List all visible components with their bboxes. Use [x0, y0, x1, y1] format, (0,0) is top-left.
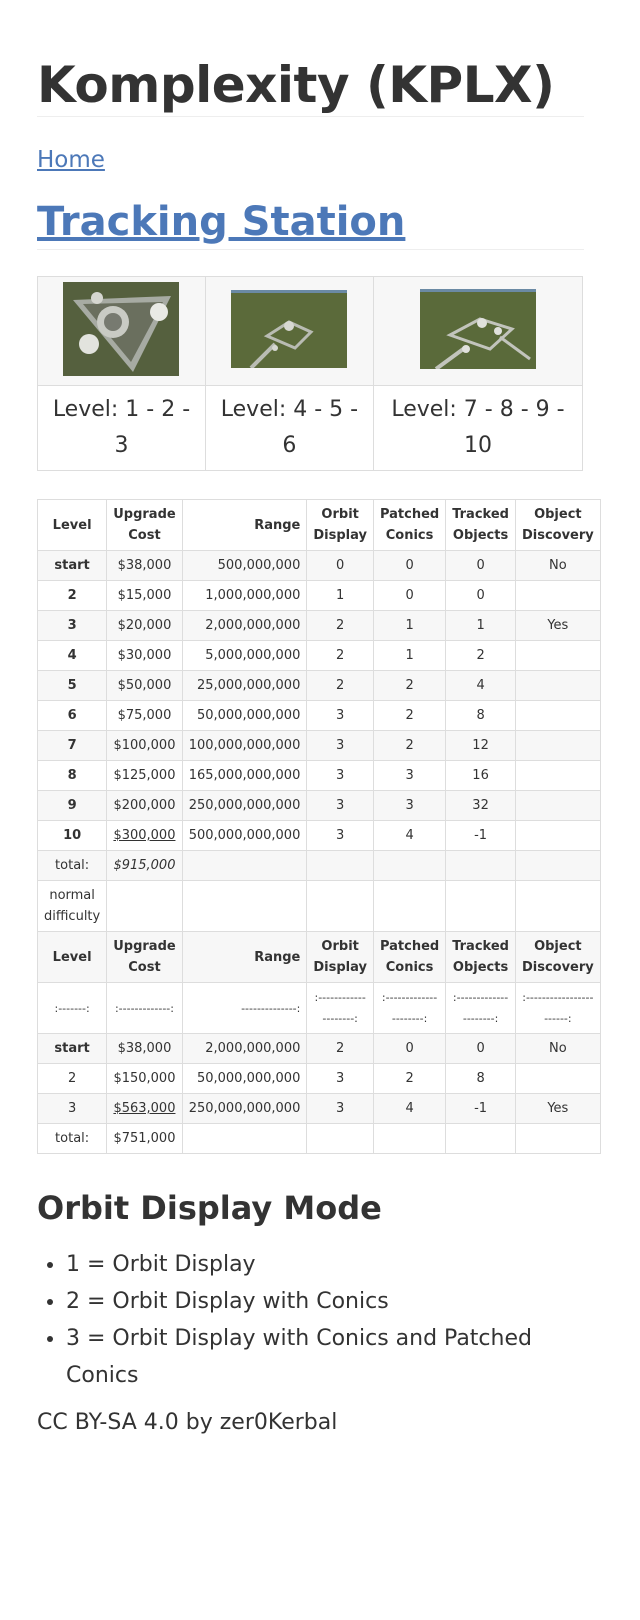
cell-orbit: 3 [307, 701, 374, 731]
column-header: Orbit Display [307, 500, 374, 551]
table-body [38, 551, 601, 1154]
cell-level: 7 [38, 731, 107, 761]
total-value: $915,000 [107, 851, 182, 881]
cell-cost: $150,000 [107, 1064, 182, 1094]
cell-cost: $38,000 [107, 551, 182, 581]
empty-cell [182, 851, 307, 881]
cell-cost: $200,000 [107, 791, 182, 821]
cell-discovery [515, 641, 600, 671]
cell-orbit: 2 [307, 611, 374, 641]
table-header-row [38, 500, 601, 551]
cell-discovery [515, 671, 600, 701]
cell-conics: 1 [373, 641, 445, 671]
table-row [38, 731, 601, 761]
section-title [37, 197, 584, 250]
cell-conics: 1 [373, 611, 445, 641]
column-header: Range [182, 932, 307, 983]
column-header: Tracked Objects [446, 932, 516, 983]
total-value: $751,000 [107, 1124, 182, 1154]
table-row [38, 641, 601, 671]
station-image-art [63, 282, 179, 376]
home-link[interactable]: Home [37, 147, 105, 173]
table-row [38, 791, 601, 821]
orbit-display-heading: Orbit Display Mode [37, 1189, 382, 1227]
empty-cell [373, 1124, 445, 1154]
cell-level: start [38, 551, 107, 581]
cell-orbit: 2 [307, 641, 374, 671]
cell-range: 100,000,000,000 [182, 731, 307, 761]
cell-orbit: 2 [307, 671, 374, 701]
empty-cell [515, 851, 600, 881]
cell-tracked: 16 [446, 761, 516, 791]
cell-tracked: 2 [446, 641, 516, 671]
cell-tracked: 8 [446, 1064, 516, 1094]
cell-range: 50,000,000,000 [182, 701, 307, 731]
gallery-cell [38, 277, 206, 386]
total-row [38, 851, 601, 881]
empty-cell [307, 851, 374, 881]
align-cell: :-------------: [107, 983, 182, 1034]
tracking-station-image-2[interactable] [231, 290, 347, 368]
cell-conics: 0 [373, 551, 445, 581]
table-row [38, 1064, 601, 1094]
table-header-row-2 [38, 932, 601, 983]
cell-level: 6 [38, 701, 107, 731]
cell-discovery [515, 821, 600, 851]
cell-cost: $15,000 [107, 581, 182, 611]
cell-discovery [515, 791, 600, 821]
cell-conics: 2 [373, 671, 445, 701]
align-cell: :-------: [38, 983, 107, 1034]
empty-cell [446, 881, 516, 932]
cell-discovery [515, 761, 600, 791]
total-label: total: [38, 1124, 107, 1154]
empty-cell [446, 851, 516, 881]
gallery-label: Level: 4 - 5 - 6 [205, 386, 373, 471]
cell-discovery: Yes [515, 611, 600, 641]
cell-level: 2 [38, 581, 107, 611]
empty-cell [307, 881, 374, 932]
gallery-label: Level: 1 - 2 - 3 [38, 386, 206, 471]
cell-level: 9 [38, 791, 107, 821]
cell-conics: 4 [373, 821, 445, 851]
table-row [38, 1034, 601, 1064]
column-header: Range [182, 500, 307, 551]
cell-cost: $75,000 [107, 701, 182, 731]
orbit-mode-list [37, 1246, 584, 1394]
align-cell: :--------------------: [307, 983, 374, 1034]
cell-range: 1,000,000,000 [182, 581, 307, 611]
cell-discovery: No [515, 1034, 600, 1064]
difficulty-label: normal difficulty [38, 881, 107, 932]
cell-discovery: Yes [515, 1094, 600, 1124]
gallery-cell [205, 277, 373, 386]
cell-range: 2,000,000,000 [182, 1034, 307, 1064]
cell-orbit: 3 [307, 761, 374, 791]
cell-tracked: 1 [446, 611, 516, 641]
cell-range: 50,000,000,000 [182, 1064, 307, 1094]
cell-discovery: No [515, 551, 600, 581]
cell-tracked: 0 [446, 551, 516, 581]
table-row [38, 611, 601, 641]
cell-tracked: 0 [446, 1034, 516, 1064]
cell-orbit: 3 [307, 821, 374, 851]
align-cell: :-----------------------: [515, 983, 600, 1034]
column-header: Patched Conics [373, 932, 445, 983]
level-gallery [37, 276, 583, 471]
cell-discovery [515, 1064, 600, 1094]
cell-tracked: 0 [446, 581, 516, 611]
table-row [38, 581, 601, 611]
column-header: Upgrade Cost [107, 932, 182, 983]
empty-cell [182, 881, 307, 932]
cell-level: 5 [38, 671, 107, 701]
cell-range: 165,000,000,000 [182, 761, 307, 791]
cell-range: 25,000,000,000 [182, 671, 307, 701]
cell-cost: $100,000 [107, 731, 182, 761]
table-row [38, 551, 601, 581]
cell-conics: 3 [373, 761, 445, 791]
cell-conics: 4 [373, 1094, 445, 1124]
list-item: • 1 = Orbit Display [66, 1246, 584, 1283]
column-header: Orbit Display [307, 932, 374, 983]
cell-cost: $20,000 [107, 611, 182, 641]
column-header: Tracked Objects [446, 500, 516, 551]
cell-conics: 2 [373, 701, 445, 731]
gallery-cell [373, 277, 582, 386]
cell-orbit: 3 [307, 791, 374, 821]
cell-orbit: 3 [307, 731, 374, 761]
align-cell: :---------------------: [446, 983, 516, 1034]
license-footer: CC BY-SA 4.0 by zer0Kerbal [37, 1410, 338, 1435]
column-header: Upgrade Cost [107, 500, 182, 551]
empty-cell [515, 1124, 600, 1154]
empty-cell [373, 881, 445, 932]
cell-cost: $50,000 [107, 671, 182, 701]
cell-discovery [515, 581, 600, 611]
tracking-station-link[interactable]: Tracking Station [37, 199, 406, 245]
tracking-station-image-3[interactable] [420, 289, 536, 369]
empty-cell [446, 1124, 516, 1154]
cell-conics: 0 [373, 581, 445, 611]
column-header: Object Discovery [515, 500, 600, 551]
cell-discovery [515, 701, 600, 731]
cell-conics: 0 [373, 1034, 445, 1064]
column-header: Level [38, 932, 107, 983]
empty-cell [307, 1124, 374, 1154]
cell-level: 3 [38, 611, 107, 641]
cell-tracked: 12 [446, 731, 516, 761]
page-title: Komplexity (KPLX) [37, 0, 584, 117]
cell-orbit: 0 [307, 551, 374, 581]
cell-range: 500,000,000,000 [182, 821, 307, 851]
cell-level: 8 [38, 761, 107, 791]
cell-cost: $563,000 [107, 1094, 182, 1124]
table-row [38, 821, 601, 851]
cell-level: 10 [38, 821, 107, 851]
tracking-station-image-1[interactable] [63, 282, 179, 376]
station-image-art [231, 290, 347, 368]
cell-conics: 2 [373, 1064, 445, 1094]
cell-level: 3 [38, 1094, 107, 1124]
cell-range: 5,000,000,000 [182, 641, 307, 671]
table-row [38, 701, 601, 731]
total-row [38, 1124, 601, 1154]
empty-cell [182, 1124, 307, 1154]
cell-orbit: 2 [307, 1034, 374, 1064]
cell-level: start [38, 1034, 107, 1064]
empty-cell [107, 881, 182, 932]
align-row [38, 983, 601, 1034]
cell-orbit: 1 [307, 581, 374, 611]
difficulty-row [38, 881, 601, 932]
station-image-art [420, 289, 536, 369]
cell-tracked: 4 [446, 671, 516, 701]
cell-range: 500,000,000 [182, 551, 307, 581]
gallery-label: Level: 7 - 8 - 9 - 10 [373, 386, 582, 471]
cell-cost: $300,000 [107, 821, 182, 851]
upgrade-table [37, 499, 601, 1154]
align-cell: :---------------------: [373, 983, 445, 1034]
column-header: Object Discovery [515, 932, 600, 983]
cell-tracked: -1 [446, 821, 516, 851]
cell-orbit: 3 [307, 1094, 374, 1124]
cell-tracked: 32 [446, 791, 516, 821]
empty-cell [515, 881, 600, 932]
empty-cell [373, 851, 445, 881]
cell-range: 250,000,000,000 [182, 1094, 307, 1124]
cell-cost: $30,000 [107, 641, 182, 671]
align-cell: --------------: [182, 983, 307, 1034]
cell-orbit: 3 [307, 1064, 374, 1094]
cell-conics: 3 [373, 791, 445, 821]
cell-discovery [515, 731, 600, 761]
cell-cost: $38,000 [107, 1034, 182, 1064]
list-item: • 2 = Orbit Display with Conics [66, 1283, 584, 1320]
cell-conics: 2 [373, 731, 445, 761]
cell-level: 4 [38, 641, 107, 671]
cell-range: 250,000,000,000 [182, 791, 307, 821]
column-header: Level [38, 500, 107, 551]
cell-cost: $125,000 [107, 761, 182, 791]
cell-range: 2,000,000,000 [182, 611, 307, 641]
column-header: Patched Conics [373, 500, 445, 551]
total-label: total: [38, 851, 107, 881]
cell-level: 2 [38, 1064, 107, 1094]
cell-tracked: -1 [446, 1094, 516, 1124]
table-row [38, 671, 601, 701]
table-row [38, 761, 601, 791]
table-row [38, 1094, 601, 1124]
list-item: • 3 = Orbit Display with Conics and Patched Conics [66, 1320, 584, 1394]
cell-tracked: 8 [446, 701, 516, 731]
